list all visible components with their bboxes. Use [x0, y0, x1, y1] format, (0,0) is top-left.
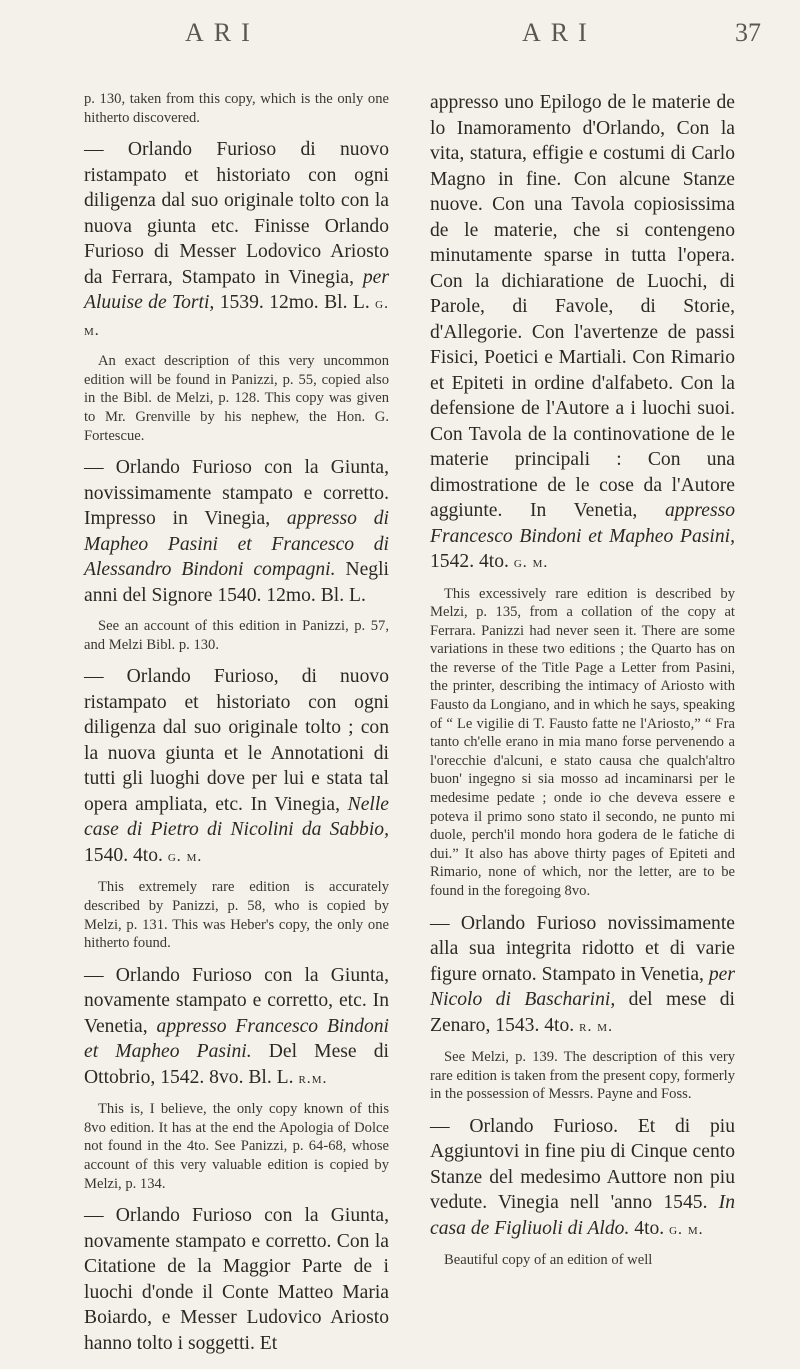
entry-1540-4to: — Orlando Furioso, di nuovo ristampato et historiato con ogni diligenza dal suo originale tolto ; con la nuova giunta et le Annotationi di tutti gli luoghi dove per lui e stata tal opera ampliata, etc. In Vinegia, Nelle case di Pietro di Nicolini da Sabbio, 1540. 4to. g. m.	[84, 666, 389, 866]
entry-1540-12mo: — Orlando Furioso con la Giunta, novissimamente stampato e corretto. Impresso in Vinegia, appresso di Mapheo Pasini et Francesco di Alessandro Bindoni compagni. Negli anni del Signore 1540. 12mo. Bl. L.	[84, 457, 389, 606]
note-1539: An exact description of this very uncommon edition will be found in Panizzi, p. 55, copied also in the Bibl. de Melzi, p. 128. This copy was given to Mr. Grenville by his nephew, the Hon. G. Fortescue.	[84, 353, 389, 444]
note-1540-12mo: See an account of this edition in Panizzi, p. 57, and Melzi Bibl. p. 130.	[84, 618, 389, 653]
entry-1542-4to-cont: appresso uno Epilogo de le materie de lo Inamoramento d'Orlando, Con la vita, statura, effigie e costumi di Carlo Magno in fine. Con alcune Stanze nuove. Con una Tavola copiosissima de le materie, che si contengeno minutamente sparse in tutta l'opera. Con la dichiaratione de Luochi, di Parole, di Favole, di Storie, d'Allegorie. Con l'avertenze de passi Fisici, Poetici e Martiali. Con Rimario et Epiteti in ordine d'alfabeto. Con la defensione de l'Autore a i luochi suoi. Con Tavola de la continovatione de le materie principali : Con una dimostratione de le cose da l'Autore aggiunte. In Venetia, appresso Francesco Bindoni et Mapheo Pasini, 1542. 4to. g. m.	[430, 92, 735, 572]
note-1542-8vo: This is, I believe, the only copy known of this 8vo edition. It has at the end the Apologia of Dolce not found in the 4to. See Panizzi, p. 64-68, whose account of this very valuable edition is copied by Melzi, p. 134.	[84, 1101, 389, 1192]
note-continuation: p. 130, taken from this copy, which is the only one hitherto discovered.	[84, 91, 389, 126]
library-mark: g. m.	[84, 295, 389, 339]
entry-1545: — Orlando Furioso. Et di piu Aggiuntovi in fine piu di Cinque cento Stanze del medesimo Auttore non piu vedute. Vinegia nell 'anno 1545. In casa de Figliuoli di Aldo. 4to. g. m.	[430, 1115, 735, 1239]
page-number: 37	[735, 18, 761, 47]
entry-1542-8vo: — Orlando Furioso con la Giunta, novamente stampato e corretto, etc. In Venetia, appresso Francesco Bindoni et Mapheo Pasini. Del Mese di Ottobrio, 1542. 8vo. Bl. L. r.m.	[84, 964, 389, 1088]
left-column	[84, 90, 389, 1365]
entry-1542-4to-start: — Orlando Furioso con la Giunta, novamente stampato e corretto. Con la Citatione de la Maggior Parte de i luochi d'onde il Conte Matteo Maria Boiardo, e Messer Ludovico Ariosto hanno tolto i soggetti. Et	[84, 1205, 389, 1354]
note-1545: Beautiful copy of an edition of well	[444, 1252, 653, 1269]
library-mark: g. m.	[669, 1220, 704, 1238]
library-mark: r.m.	[298, 1069, 328, 1087]
entry-1543: — Orlando Furioso novissimamente alla sua integrita ridotto et di varie figure ornato. Stampato in Venetia, per Nicolo di Bascharini, del mese di Zenaro, 1543. 4to. r. m.	[430, 912, 735, 1036]
note-1542-4to: This excessively rare edition is described by Melzi, p. 135, from a collation of the copy at Ferrara. Panizzi had never seen it. There are some variations in these two editions ; the Quarto has on the reverse of the Title Page a Letter from Pasini, the printer, describing the intimacy of Ariosto with Fausto da Longiano, and in which he says, speaking of “ Le vigilie di T. Fausto fatte ne l'Ariosto,” “ Fra tanto ch'elle erano in mia mano forse pervenendo a l'orecchie d'alcuni, e stato causa che qualch'altro buon' ingegno si sia mosso ad incaminarsi per le medesime pedate ; onde io che deveva essere e poteva il primo sono stato il secondo, ne punto mi duole, perch'il mondo hora godera de le fatiche di dui.” It also has above thirty pages of Epiteti and Rimario, none of which, nor the letter, are to be found in the foregoing 8vo.	[430, 585, 735, 899]
entry-1539: — Orlando Furioso di nuovo ristampato et historiato con ogni diligenza dal suo originale tolto con la nuova giunta etc. Finisse Orlando Furioso di Messer Lodovico Ariosto da Ferrara, Stampato in Vinegia, per Aluuise de Torti, 1539. 12mo. Bl. L. g. m.	[84, 139, 389, 339]
library-mark: r. m.	[579, 1017, 613, 1035]
library-mark: g. m.	[513, 554, 549, 571]
running-head-right: ARI	[522, 18, 597, 47]
right-column	[430, 90, 735, 1280]
note-1543: See Melzi, p. 139. The description of this very rare edition is taken from the present copy, formerly in the possession of Messrs. Payne and Foss.	[430, 1049, 735, 1103]
running-head-left: ARI	[185, 18, 260, 47]
note-1540-4to: This extremely rare edition is accurately described by Panizzi, p. 58, who is copied by Melzi, p. 131. This was Heber's copy, the only one hitherto found.	[84, 879, 389, 952]
library-mark: g. m.	[167, 847, 203, 865]
